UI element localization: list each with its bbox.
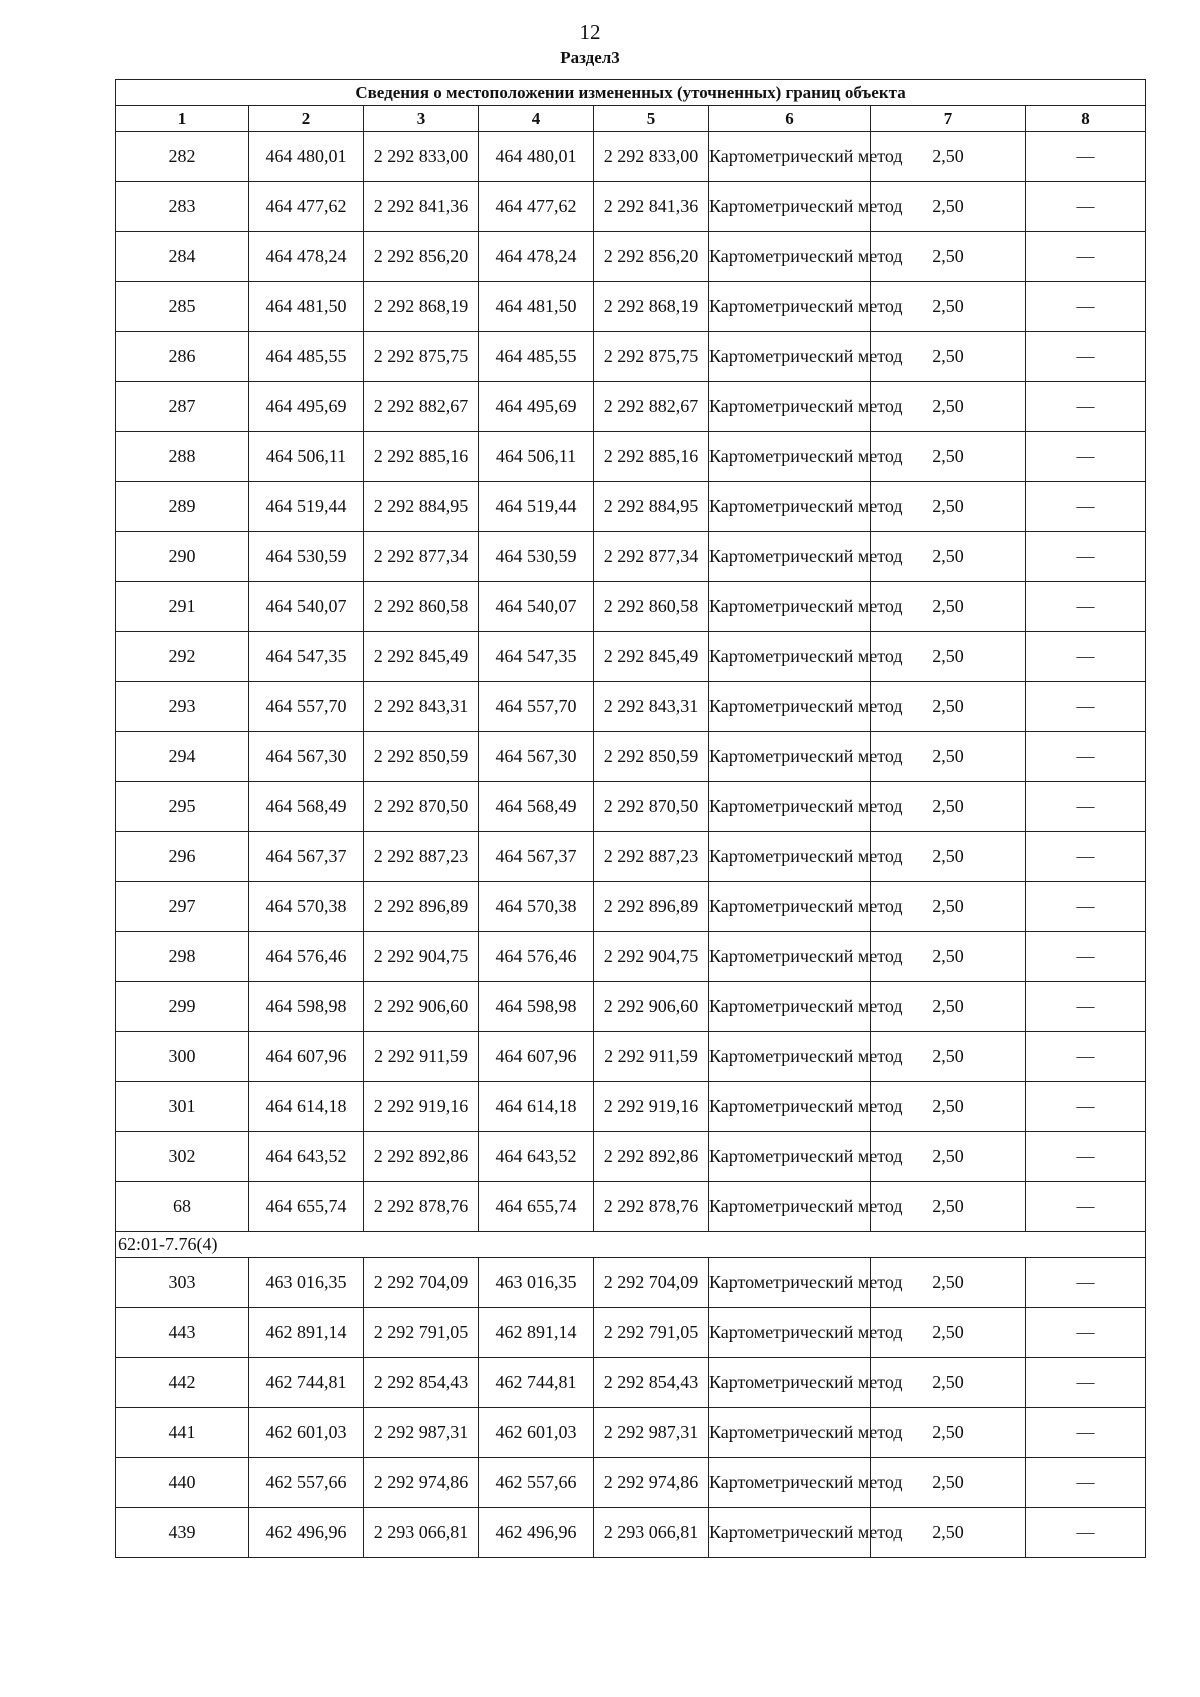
- method-cell: Картометрический метод: [709, 1258, 871, 1308]
- precision-cell: 2,50: [871, 132, 1026, 182]
- group-row: [116, 1232, 1146, 1258]
- y-coordinate-cell: 2 292 885,16: [364, 432, 479, 482]
- precision-cell: 2,50: [871, 232, 1026, 282]
- column-header: 3: [364, 106, 479, 132]
- x-new-coordinate-cell: 462 601,03: [479, 1408, 594, 1458]
- point-number-cell: 298: [116, 932, 249, 982]
- x-new-coordinate-cell: 464 598,98: [479, 982, 594, 1032]
- y-coordinate-cell: 2 292 896,89: [364, 882, 479, 932]
- method-cell: Картометрический метод: [709, 132, 871, 182]
- x-coordinate-cell: 464 540,07: [249, 582, 364, 632]
- table-row: [116, 782, 1146, 832]
- y-coordinate-cell: 2 292 833,00: [364, 132, 479, 182]
- table-row: [116, 232, 1146, 282]
- y-coordinate-cell: 2 292 911,59: [364, 1032, 479, 1082]
- table-row: [116, 1408, 1146, 1458]
- y-new-coordinate-cell: 2 292 791,05: [594, 1308, 709, 1358]
- y-coordinate-cell: 2 292 974,86: [364, 1458, 479, 1508]
- y-new-coordinate-cell: 2 292 860,58: [594, 582, 709, 632]
- x-new-coordinate-cell: 464 506,11: [479, 432, 594, 482]
- point-number-cell: 292: [116, 632, 249, 682]
- precision-cell: 2,50: [871, 1182, 1026, 1232]
- table-row: [116, 382, 1146, 432]
- method-cell: Картометрический метод: [709, 482, 871, 532]
- table-row: [116, 532, 1146, 582]
- point-number-cell: 296: [116, 832, 249, 882]
- method-cell: Картометрический метод: [709, 232, 871, 282]
- precision-cell: 2,50: [871, 1358, 1026, 1408]
- y-new-coordinate-cell: 2 292 911,59: [594, 1032, 709, 1082]
- y-new-coordinate-cell: 2 292 854,43: [594, 1358, 709, 1408]
- table-row: [116, 932, 1146, 982]
- point-number-cell: 291: [116, 582, 249, 632]
- point-number-cell: 441: [116, 1408, 249, 1458]
- precision-cell: 2,50: [871, 832, 1026, 882]
- y-new-coordinate-cell: 2 292 875,75: [594, 332, 709, 382]
- description-cell: —: [1026, 1508, 1146, 1558]
- x-coordinate-cell: 464 480,01: [249, 132, 364, 182]
- point-number-cell: 295: [116, 782, 249, 832]
- column-header: 7: [871, 106, 1026, 132]
- x-coordinate-cell: 462 601,03: [249, 1408, 364, 1458]
- description-cell: —: [1026, 832, 1146, 882]
- table-row: [116, 1132, 1146, 1182]
- x-coordinate-cell: 464 519,44: [249, 482, 364, 532]
- x-coordinate-cell: 464 598,98: [249, 982, 364, 1032]
- y-new-coordinate-cell: 2 292 987,31: [594, 1408, 709, 1458]
- precision-cell: 2,50: [871, 1082, 1026, 1132]
- method-cell: Картометрический метод: [709, 1508, 871, 1558]
- description-cell: —: [1026, 732, 1146, 782]
- method-cell: Картометрический метод: [709, 982, 871, 1032]
- y-coordinate-cell: 2 292 878,76: [364, 1182, 479, 1232]
- precision-cell: 2,50: [871, 732, 1026, 782]
- precision-cell: 2,50: [871, 1458, 1026, 1508]
- point-number-cell: 285: [116, 282, 249, 332]
- description-cell: —: [1026, 1182, 1146, 1232]
- y-coordinate-cell: 2 292 884,95: [364, 482, 479, 532]
- precision-cell: 2,50: [871, 432, 1026, 482]
- x-new-coordinate-cell: 464 655,74: [479, 1182, 594, 1232]
- table-row: [116, 332, 1146, 382]
- method-cell: Картометрический метод: [709, 632, 871, 682]
- method-cell: Картометрический метод: [709, 432, 871, 482]
- table-row: [116, 1308, 1146, 1358]
- x-coordinate-cell: 464 478,24: [249, 232, 364, 282]
- description-cell: —: [1026, 632, 1146, 682]
- y-coordinate-cell: 2 292 906,60: [364, 982, 479, 1032]
- method-cell: Картометрический метод: [709, 1308, 871, 1358]
- precision-cell: 2,50: [871, 182, 1026, 232]
- method-cell: Картометрический метод: [709, 1408, 871, 1458]
- y-coordinate-cell: 2 292 882,67: [364, 382, 479, 432]
- point-number-cell: 284: [116, 232, 249, 282]
- table-row: [116, 632, 1146, 682]
- method-cell: Картометрический метод: [709, 282, 871, 332]
- method-cell: Картометрический метод: [709, 682, 871, 732]
- y-new-coordinate-cell: 2 292 904,75: [594, 932, 709, 982]
- method-cell: Картометрический метод: [709, 1182, 871, 1232]
- method-cell: Картометрический метод: [709, 882, 871, 932]
- y-new-coordinate-cell: 2 292 877,34: [594, 532, 709, 582]
- y-coordinate-cell: 2 292 892,86: [364, 1132, 479, 1182]
- precision-cell: 2,50: [871, 682, 1026, 732]
- method-cell: Картометрический метод: [709, 582, 871, 632]
- y-coordinate-cell: 2 292 887,23: [364, 832, 479, 882]
- y-coordinate-cell: 2 292 791,05: [364, 1308, 479, 1358]
- x-new-coordinate-cell: 464 540,07: [479, 582, 594, 632]
- table-row: [116, 1082, 1146, 1132]
- description-cell: —: [1026, 282, 1146, 332]
- precision-cell: 2,50: [871, 882, 1026, 932]
- point-number-cell: 294: [116, 732, 249, 782]
- y-coordinate-cell: 2 292 919,16: [364, 1082, 479, 1132]
- table-row: [116, 1458, 1146, 1508]
- page-number: 12: [579, 20, 601, 44]
- point-number-cell: 283: [116, 182, 249, 232]
- point-number-cell: 287: [116, 382, 249, 432]
- y-coordinate-cell: 2 292 870,50: [364, 782, 479, 832]
- x-coordinate-cell: 464 567,37: [249, 832, 364, 882]
- precision-cell: 2,50: [871, 932, 1026, 982]
- table-row: [116, 1508, 1146, 1558]
- y-new-coordinate-cell: 2 292 919,16: [594, 1082, 709, 1132]
- table-row: [116, 832, 1146, 882]
- y-new-coordinate-cell: 2 292 878,76: [594, 1182, 709, 1232]
- x-coordinate-cell: 462 744,81: [249, 1358, 364, 1408]
- y-coordinate-cell: 2 292 845,49: [364, 632, 479, 682]
- x-new-coordinate-cell: 464 530,59: [479, 532, 594, 582]
- x-new-coordinate-cell: 464 481,50: [479, 282, 594, 332]
- method-cell: Картометрический метод: [709, 732, 871, 782]
- method-cell: Картометрический метод: [709, 1358, 871, 1408]
- point-number-cell: 286: [116, 332, 249, 382]
- table-row: [116, 732, 1146, 782]
- description-cell: —: [1026, 182, 1146, 232]
- table-row: [116, 1182, 1146, 1232]
- y-new-coordinate-cell: 2 292 833,00: [594, 132, 709, 182]
- table-row: [116, 982, 1146, 1032]
- column-header-row: [116, 106, 1146, 132]
- description-cell: —: [1026, 882, 1146, 932]
- x-new-coordinate-cell: 464 485,55: [479, 332, 594, 382]
- table-row: [116, 432, 1146, 482]
- point-number-cell: 442: [116, 1358, 249, 1408]
- y-new-coordinate-cell: 2 293 066,81: [594, 1508, 709, 1558]
- table-caption-row: [116, 80, 1146, 106]
- description-cell: —: [1026, 382, 1146, 432]
- table-row: [116, 1358, 1146, 1408]
- precision-cell: 2,50: [871, 532, 1026, 582]
- precision-cell: 2,50: [871, 1308, 1026, 1358]
- point-number-cell: 301: [116, 1082, 249, 1132]
- table-row: [116, 682, 1146, 732]
- precision-cell: 2,50: [871, 632, 1026, 682]
- y-new-coordinate-cell: 2 292 850,59: [594, 732, 709, 782]
- x-coordinate-cell: 464 506,11: [249, 432, 364, 482]
- x-coordinate-cell: 462 496,96: [249, 1508, 364, 1558]
- description-cell: —: [1026, 1358, 1146, 1408]
- x-coordinate-cell: 464 614,18: [249, 1082, 364, 1132]
- point-number-cell: 289: [116, 482, 249, 532]
- precision-cell: 2,50: [871, 1408, 1026, 1458]
- x-new-coordinate-cell: 462 496,96: [479, 1508, 594, 1558]
- x-new-coordinate-cell: 464 614,18: [479, 1082, 594, 1132]
- x-coordinate-cell: 464 477,62: [249, 182, 364, 232]
- table-row: [116, 282, 1146, 332]
- description-cell: —: [1026, 1458, 1146, 1508]
- point-number-cell: 303: [116, 1258, 249, 1308]
- x-coordinate-cell: 464 568,49: [249, 782, 364, 832]
- precision-cell: 2,50: [871, 582, 1026, 632]
- y-coordinate-cell: 2 292 875,75: [364, 332, 479, 382]
- y-new-coordinate-cell: 2 292 856,20: [594, 232, 709, 282]
- table-row: [116, 582, 1146, 632]
- x-new-coordinate-cell: 464 568,49: [479, 782, 594, 832]
- x-new-coordinate-cell: 464 607,96: [479, 1032, 594, 1082]
- description-cell: —: [1026, 1408, 1146, 1458]
- x-coordinate-cell: 464 485,55: [249, 332, 364, 382]
- column-header: 5: [594, 106, 709, 132]
- x-coordinate-cell: 464 530,59: [249, 532, 364, 582]
- precision-cell: 2,50: [871, 1132, 1026, 1182]
- x-new-coordinate-cell: 464 567,37: [479, 832, 594, 882]
- x-new-coordinate-cell: 462 557,66: [479, 1458, 594, 1508]
- y-new-coordinate-cell: 2 292 887,23: [594, 832, 709, 882]
- point-number-cell: 293: [116, 682, 249, 732]
- y-coordinate-cell: 2 292 704,09: [364, 1258, 479, 1308]
- y-new-coordinate-cell: 2 292 896,89: [594, 882, 709, 932]
- y-new-coordinate-cell: 2 292 845,49: [594, 632, 709, 682]
- table-row: [116, 1032, 1146, 1082]
- description-cell: —: [1026, 332, 1146, 382]
- table-row: [116, 1258, 1146, 1308]
- y-new-coordinate-cell: 2 292 870,50: [594, 782, 709, 832]
- precision-cell: 2,50: [871, 782, 1026, 832]
- x-coordinate-cell: 464 570,38: [249, 882, 364, 932]
- column-header: 2: [249, 106, 364, 132]
- y-new-coordinate-cell: 2 292 843,31: [594, 682, 709, 732]
- y-coordinate-cell: 2 292 987,31: [364, 1408, 479, 1458]
- method-cell: Картометрический метод: [709, 1458, 871, 1508]
- description-cell: —: [1026, 132, 1146, 182]
- table-body: [116, 132, 1146, 1558]
- point-number-cell: 443: [116, 1308, 249, 1358]
- x-coordinate-cell: 464 576,46: [249, 932, 364, 982]
- y-new-coordinate-cell: 2 292 892,86: [594, 1132, 709, 1182]
- precision-cell: 2,50: [871, 982, 1026, 1032]
- description-cell: —: [1026, 1308, 1146, 1358]
- x-new-coordinate-cell: 462 891,14: [479, 1308, 594, 1358]
- description-cell: —: [1026, 232, 1146, 282]
- description-cell: —: [1026, 532, 1146, 582]
- x-new-coordinate-cell: 464 519,44: [479, 482, 594, 532]
- y-coordinate-cell: 2 292 854,43: [364, 1358, 479, 1408]
- x-new-coordinate-cell: 464 570,38: [479, 882, 594, 932]
- point-number-cell: 300: [116, 1032, 249, 1082]
- method-cell: Картометрический метод: [709, 382, 871, 432]
- x-new-coordinate-cell: 464 495,69: [479, 382, 594, 432]
- point-number-cell: 288: [116, 432, 249, 482]
- y-new-coordinate-cell: 2 292 868,19: [594, 282, 709, 332]
- x-new-coordinate-cell: 464 547,35: [479, 632, 594, 682]
- y-coordinate-cell: 2 292 877,34: [364, 532, 479, 582]
- x-new-coordinate-cell: 464 480,01: [479, 132, 594, 182]
- y-coordinate-cell: 2 292 860,58: [364, 582, 479, 632]
- x-coordinate-cell: 464 547,35: [249, 632, 364, 682]
- method-cell: Картометрический метод: [709, 1082, 871, 1132]
- x-coordinate-cell: 464 567,30: [249, 732, 364, 782]
- point-number-cell: 299: [116, 982, 249, 1032]
- description-cell: —: [1026, 1032, 1146, 1082]
- y-coordinate-cell: 2 292 843,31: [364, 682, 479, 732]
- y-coordinate-cell: 2 292 868,19: [364, 282, 479, 332]
- precision-cell: 2,50: [871, 1258, 1026, 1308]
- precision-cell: 2,50: [871, 382, 1026, 432]
- table-row: [116, 132, 1146, 182]
- y-new-coordinate-cell: 2 292 884,95: [594, 482, 709, 532]
- precision-cell: 2,50: [871, 1032, 1026, 1082]
- x-coordinate-cell: 464 655,74: [249, 1182, 364, 1232]
- x-new-coordinate-cell: 464 477,62: [479, 182, 594, 232]
- x-coordinate-cell: 462 557,66: [249, 1458, 364, 1508]
- description-cell: —: [1026, 582, 1146, 632]
- precision-cell: 2,50: [871, 1508, 1026, 1558]
- method-cell: Картометрический метод: [709, 532, 871, 582]
- method-cell: Картометрический метод: [709, 332, 871, 382]
- y-coordinate-cell: 2 292 904,75: [364, 932, 479, 982]
- method-cell: Картометрический метод: [709, 1132, 871, 1182]
- x-new-coordinate-cell: 463 016,35: [479, 1258, 594, 1308]
- description-cell: —: [1026, 682, 1146, 732]
- y-coordinate-cell: 2 292 850,59: [364, 732, 479, 782]
- x-coordinate-cell: 462 891,14: [249, 1308, 364, 1358]
- table-row: [116, 182, 1146, 232]
- table-row: [116, 482, 1146, 532]
- x-new-coordinate-cell: 462 744,81: [479, 1358, 594, 1408]
- x-new-coordinate-cell: 464 643,52: [479, 1132, 594, 1182]
- table-caption: Сведения о местоположении измененных (уточненных) границ объекта: [116, 80, 1146, 106]
- precision-cell: 2,50: [871, 282, 1026, 332]
- point-number-cell: 440: [116, 1458, 249, 1508]
- point-number-cell: 68: [116, 1182, 249, 1232]
- x-coordinate-cell: 464 495,69: [249, 382, 364, 432]
- description-cell: —: [1026, 1082, 1146, 1132]
- description-cell: —: [1026, 432, 1146, 482]
- x-new-coordinate-cell: 464 567,30: [479, 732, 594, 782]
- x-new-coordinate-cell: 464 557,70: [479, 682, 594, 732]
- group-label: 62:01-7.76(4): [116, 1232, 1146, 1258]
- precision-cell: 2,50: [871, 332, 1026, 382]
- y-new-coordinate-cell: 2 292 882,67: [594, 382, 709, 432]
- point-number-cell: 297: [116, 882, 249, 932]
- y-coordinate-cell: 2 292 841,36: [364, 182, 479, 232]
- method-cell: Картометрический метод: [709, 832, 871, 882]
- x-new-coordinate-cell: 464 478,24: [479, 232, 594, 282]
- column-header: 1: [116, 106, 249, 132]
- method-cell: Картометрический метод: [709, 782, 871, 832]
- x-new-coordinate-cell: 464 576,46: [479, 932, 594, 982]
- y-new-coordinate-cell: 2 292 841,36: [594, 182, 709, 232]
- column-header: 6: [709, 106, 871, 132]
- description-cell: —: [1026, 982, 1146, 1032]
- description-cell: —: [1026, 1132, 1146, 1182]
- point-number-cell: 302: [116, 1132, 249, 1182]
- method-cell: Картометрический метод: [709, 1032, 871, 1082]
- method-cell: Картометрический метод: [709, 182, 871, 232]
- x-coordinate-cell: 463 016,35: [249, 1258, 364, 1308]
- description-cell: —: [1026, 1258, 1146, 1308]
- method-cell: Картометрический метод: [709, 932, 871, 982]
- table-row: [116, 882, 1146, 932]
- x-coordinate-cell: 464 557,70: [249, 682, 364, 732]
- point-number-cell: 290: [116, 532, 249, 582]
- point-number-cell: 439: [116, 1508, 249, 1558]
- description-cell: —: [1026, 782, 1146, 832]
- y-coordinate-cell: 2 292 856,20: [364, 232, 479, 282]
- description-cell: —: [1026, 482, 1146, 532]
- x-coordinate-cell: 464 481,50: [249, 282, 364, 332]
- boundary-coordinates-table: [115, 79, 1146, 1558]
- section-title: Раздел3: [560, 48, 620, 67]
- description-cell: —: [1026, 932, 1146, 982]
- x-coordinate-cell: 464 643,52: [249, 1132, 364, 1182]
- precision-cell: 2,50: [871, 482, 1026, 532]
- column-header: 8: [1026, 106, 1146, 132]
- y-new-coordinate-cell: 2 292 974,86: [594, 1458, 709, 1508]
- y-new-coordinate-cell: 2 292 906,60: [594, 982, 709, 1032]
- y-new-coordinate-cell: 2 292 704,09: [594, 1258, 709, 1308]
- column-header: 4: [479, 106, 594, 132]
- x-coordinate-cell: 464 607,96: [249, 1032, 364, 1082]
- point-number-cell: 282: [116, 132, 249, 182]
- y-coordinate-cell: 2 293 066,81: [364, 1508, 479, 1558]
- y-new-coordinate-cell: 2 292 885,16: [594, 432, 709, 482]
